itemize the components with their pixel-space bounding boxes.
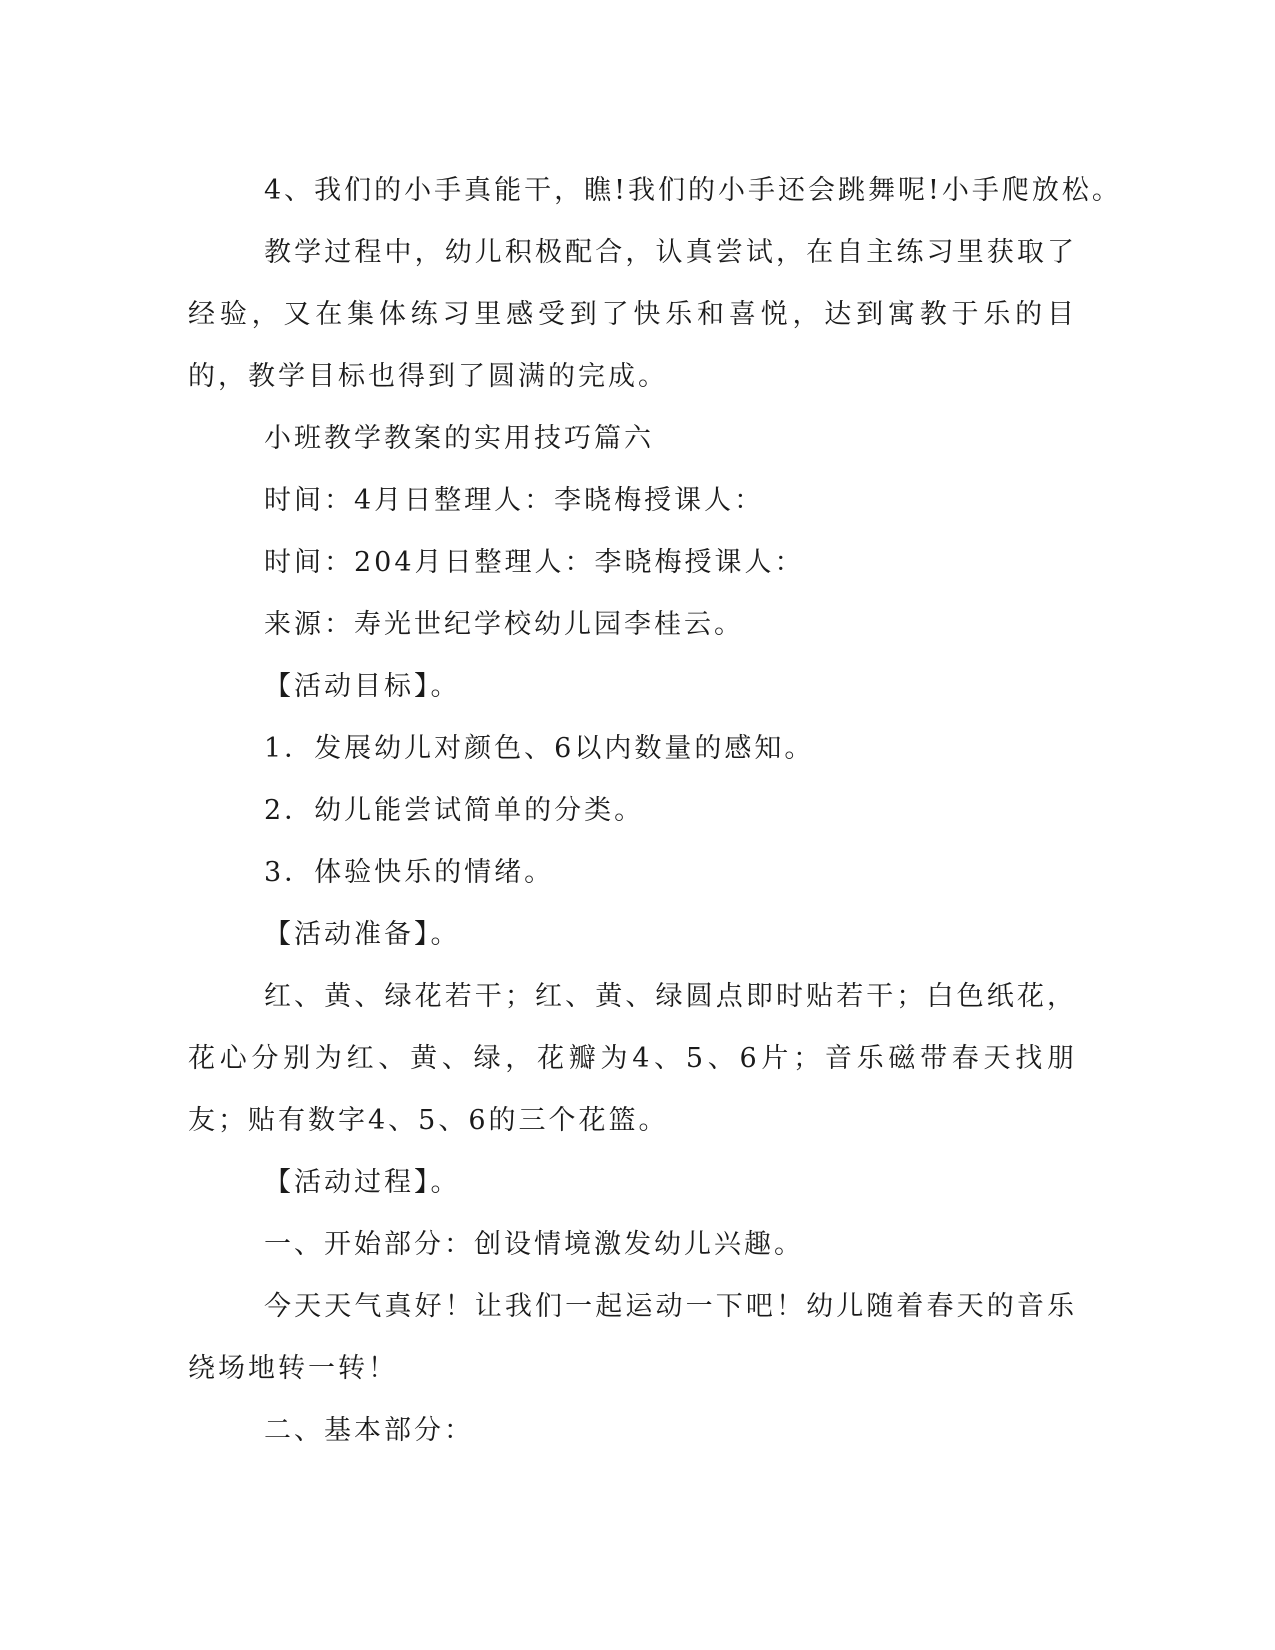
goal-item-1: 1．发展幼儿对颜色、6以内数量的感知。 <box>264 733 815 764</box>
section-title: 小班教学教案的实用技巧篇六 <box>264 423 654 454</box>
heading-activity-process: 【活动过程】。 <box>264 1167 461 1198</box>
time-line-2: 时间：204月日整理人：李晓梅授课人： <box>264 547 805 578</box>
heading-activity-preparation: 【活动准备】。 <box>264 919 461 950</box>
goal-item-3: 3．体验快乐的情绪。 <box>264 857 555 888</box>
goal-item-2: 2．幼儿能尝试简单的分类。 <box>264 795 645 826</box>
paragraph-warm-up: 今天天气真好！让我们一起运动一下吧！幼儿随着春天的音乐绕场地转一转！ <box>188 1291 1077 1384</box>
process-part-one: 一、开始部分：创设情境激发幼儿兴趣。 <box>264 1229 804 1260</box>
heading-activity-goals: 【活动目标】。 <box>264 671 461 702</box>
paragraph-teaching-reflection: 教学过程中，幼儿积极配合，认真尝试，在自主练习里获取了经验，又在集体练习里感受到了快乐和喜悦，达到寓教于乐的目的，教学目标也得到了圆满的完成。 <box>188 237 1077 392</box>
time-line-1: 时间：4月日整理人：李晓梅授课人： <box>264 485 765 516</box>
source-line: 来源：寿光世纪学校幼儿园李桂云。 <box>264 609 744 640</box>
paragraph-preparation-materials: 红、黄、绿花若干；红、黄、绿圆点即时贴若干；白色纸花，花心分别为红、黄、绿，花瓣为4、5、6片；音乐磁带春天找朋友；贴有数字4、5、6的三个花篮。 <box>188 981 1077 1136</box>
paragraph-hands-dance: 4、我们的小手真能干，瞧!我们的小手还会跳舞呢!小手爬放松。 <box>264 175 1122 206</box>
process-part-two: 二、基本部分： <box>264 1415 474 1446</box>
document-body <box>188 160 1122 1462</box>
